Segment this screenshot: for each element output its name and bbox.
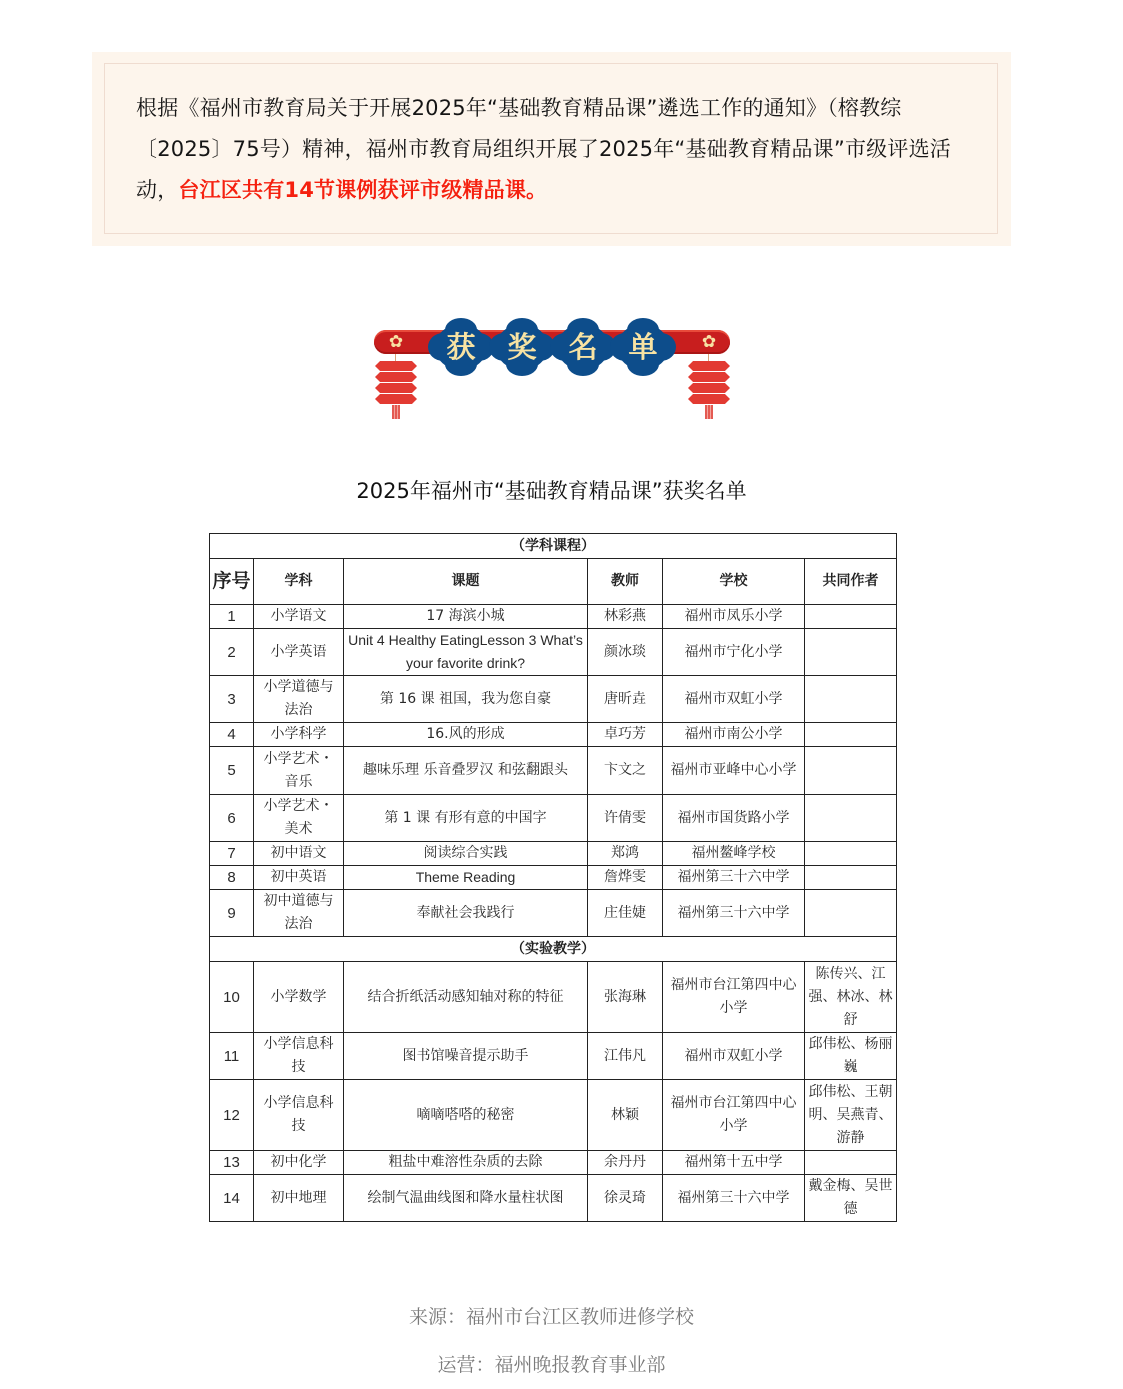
operator-credit: 运营：福州晚报教育事业部 [437, 1354, 666, 1376]
intro-text: 根据《福州市教育局关于开展2025年“基础教育精品课”遴选工作的通知》（榕教综〔2025〕75号）精神，福州市教育局组织开展了2025年“基础教育精品课”市级评选活动， [136, 96, 951, 202]
banner-cloud [428, 318, 494, 376]
cell-teacher: 林颖 [588, 1080, 663, 1151]
cell-teacher: 唐昕垚 [588, 676, 663, 723]
intro-box-border [104, 63, 998, 234]
cell-seq: 12 [210, 1080, 254, 1151]
table-row [210, 676, 897, 723]
cell-seq: 6 [210, 795, 254, 842]
cell-subject: 小学英语 [254, 629, 344, 676]
banner-char: 单 [628, 330, 658, 364]
cell-school: 福州市国货路小学 [663, 795, 805, 842]
cell-subject: 小学科学 [254, 723, 344, 747]
cell-coauthors [805, 1151, 897, 1175]
cell-seq: 13 [210, 1151, 254, 1175]
table-row [210, 842, 897, 866]
cell-topic: 阅读综合实践 [344, 842, 588, 866]
banner-char: 奖 [507, 330, 537, 364]
table-row [210, 629, 897, 676]
lantern-icon [688, 361, 730, 419]
cell-teacher: 余丹丹 [588, 1151, 663, 1175]
banner-cloud [489, 318, 555, 376]
cell-topic: 图书馆噪音提示助手 [344, 1033, 588, 1080]
cell-topic: 奉献社会我践行 [344, 890, 588, 937]
cell-school: 福州市亚峰中心小学 [663, 747, 805, 795]
cell-subject: 初中语文 [254, 842, 344, 866]
cell-topic: 第 16 课 祖国，我为您自豪 [344, 676, 588, 723]
cell-coauthors [805, 842, 897, 866]
cell-coauthors [805, 723, 897, 747]
award-list-banner [372, 318, 732, 418]
table-row [210, 1033, 897, 1080]
cell-topic: 16.风的形成 [344, 723, 588, 747]
table-row [210, 1080, 897, 1151]
cell-school: 福州第十五中学 [663, 1151, 805, 1175]
awards-table [209, 533, 897, 1222]
header-topic: 课题 [344, 559, 588, 605]
section-row [210, 937, 897, 962]
intro-highlight: 台江区共有14节课例获评市级精品课。 [178, 178, 548, 202]
cell-coauthors [805, 890, 897, 937]
cell-coauthors: 邱伟松、王朝明、吴燕青、游静 [805, 1080, 897, 1151]
cell-coauthors [805, 605, 897, 629]
cell-teacher: 卞文之 [588, 747, 663, 795]
cell-seq: 5 [210, 747, 254, 795]
banner-char: 获 [446, 330, 476, 364]
cell-topic: Unit 4 Healthy EatingLesson 3 What’s your favorite drink? [344, 629, 588, 676]
plum-blossom-icon: ✿ [388, 332, 404, 352]
cell-teacher: 颜冰琰 [588, 629, 663, 676]
cell-school: 福州鳌峰学校 [663, 842, 805, 866]
intro-box [92, 52, 1011, 246]
cell-topic: 结合折纸活动感知轴对称的特征 [344, 962, 588, 1033]
cell-topic: 趣味乐理 乐音叠罗汉 和弦翻跟头 [344, 747, 588, 795]
cell-subject: 小学艺术・音乐 [254, 747, 344, 795]
cell-subject: 初中英语 [254, 866, 344, 890]
cell-subject: 小学数学 [254, 962, 344, 1033]
header-row [210, 559, 897, 605]
cell-teacher: 江伟凡 [588, 1033, 663, 1080]
cell-subject: 小学语文 [254, 605, 344, 629]
cell-subject: 初中道德与法治 [254, 890, 344, 937]
cell-school: 福州第三十六中学 [663, 890, 805, 937]
cell-topic: 嘀嘀嗒嗒的秘密 [344, 1080, 588, 1151]
cell-coauthors [805, 795, 897, 842]
table-row [210, 723, 897, 747]
table-row [210, 890, 897, 937]
cell-teacher: 卓巧芳 [588, 723, 663, 747]
cell-teacher: 詹烨雯 [588, 866, 663, 890]
cell-topic: 第 1 课 有形有意的中国字 [344, 795, 588, 842]
header-coauthors: 共同作者 [805, 559, 897, 605]
cell-subject: 小学信息科技 [254, 1033, 344, 1080]
section-row [210, 534, 897, 559]
cell-seq: 11 [210, 1033, 254, 1080]
cell-coauthors [805, 866, 897, 890]
cell-subject: 小学信息科技 [254, 1080, 344, 1151]
cell-seq: 7 [210, 842, 254, 866]
cell-subject: 小学艺术・美术 [254, 795, 344, 842]
cell-coauthors: 邱伟松、杨丽巍 [805, 1033, 897, 1080]
cell-topic: 绘制气温曲线图和降水量柱状图 [344, 1175, 588, 1222]
header-teacher: 教师 [588, 559, 663, 605]
cell-school: 福州市双虹小学 [663, 1033, 805, 1080]
cell-coauthors: 陈传兴、江强、林冰、林舒 [805, 962, 897, 1033]
cell-school: 福州市台江第四中心小学 [663, 962, 805, 1033]
cell-coauthors: 戴金梅、吴世德 [805, 1175, 897, 1222]
cell-topic: Theme Reading [344, 866, 588, 890]
table-title: 2025年福州市“基础教育精品课”获奖名单 [356, 479, 747, 503]
cell-topic: 粗盐中难溶性杂质的去除 [344, 1151, 588, 1175]
table-row [210, 1151, 897, 1175]
cell-seq: 9 [210, 890, 254, 937]
intro-paragraph [136, 88, 976, 211]
cell-school: 福州市双虹小学 [663, 676, 805, 723]
table-row [210, 795, 897, 842]
cell-school: 福州市凤乐小学 [663, 605, 805, 629]
table-row [210, 605, 897, 629]
cell-teacher: 张海琳 [588, 962, 663, 1033]
cell-teacher: 徐灵琦 [588, 1175, 663, 1222]
cell-coauthors [805, 629, 897, 676]
cell-teacher: 许倩雯 [588, 795, 663, 842]
cell-school: 福州第三十六中学 [663, 866, 805, 890]
cell-seq: 14 [210, 1175, 254, 1222]
banner-char: 名 [568, 330, 598, 364]
cell-subject: 初中化学 [254, 1151, 344, 1175]
cell-teacher: 庄佳婕 [588, 890, 663, 937]
cell-subject: 小学道德与法治 [254, 676, 344, 723]
cell-topic: 17 海滨小城 [344, 605, 588, 629]
cell-seq: 3 [210, 676, 254, 723]
table-row [210, 962, 897, 1033]
table-row [210, 747, 897, 795]
table-row [210, 866, 897, 890]
cell-subject: 初中地理 [254, 1175, 344, 1222]
lantern-icon [375, 361, 417, 419]
cell-teacher: 郑鸿 [588, 842, 663, 866]
cell-school: 福州市台江第四中心小学 [663, 1080, 805, 1151]
cell-teacher: 林彩燕 [588, 605, 663, 629]
header-subject: 学科 [254, 559, 344, 605]
cell-coauthors [805, 747, 897, 795]
cell-seq: 2 [210, 629, 254, 676]
cell-seq: 8 [210, 866, 254, 890]
cell-seq: 10 [210, 962, 254, 1033]
cell-school: 福州市南公小学 [663, 723, 805, 747]
cell-seq: 4 [210, 723, 254, 747]
header-seq: 序号 [210, 559, 254, 605]
banner-cloud [550, 318, 616, 376]
plum-blossom-icon: ✿ [701, 332, 717, 352]
cell-school: 福州第三十六中学 [663, 1175, 805, 1222]
cell-coauthors [805, 676, 897, 723]
section-title: （实验教学） [210, 937, 897, 962]
table-row [210, 1175, 897, 1222]
source-credit: 来源：福州市台江区教师进修学校 [408, 1306, 694, 1328]
banner-cloud [610, 318, 676, 376]
header-school: 学校 [663, 559, 805, 605]
section-title: （学科课程） [210, 534, 897, 559]
cell-school: 福州市宁化小学 [663, 629, 805, 676]
cell-seq: 1 [210, 605, 254, 629]
